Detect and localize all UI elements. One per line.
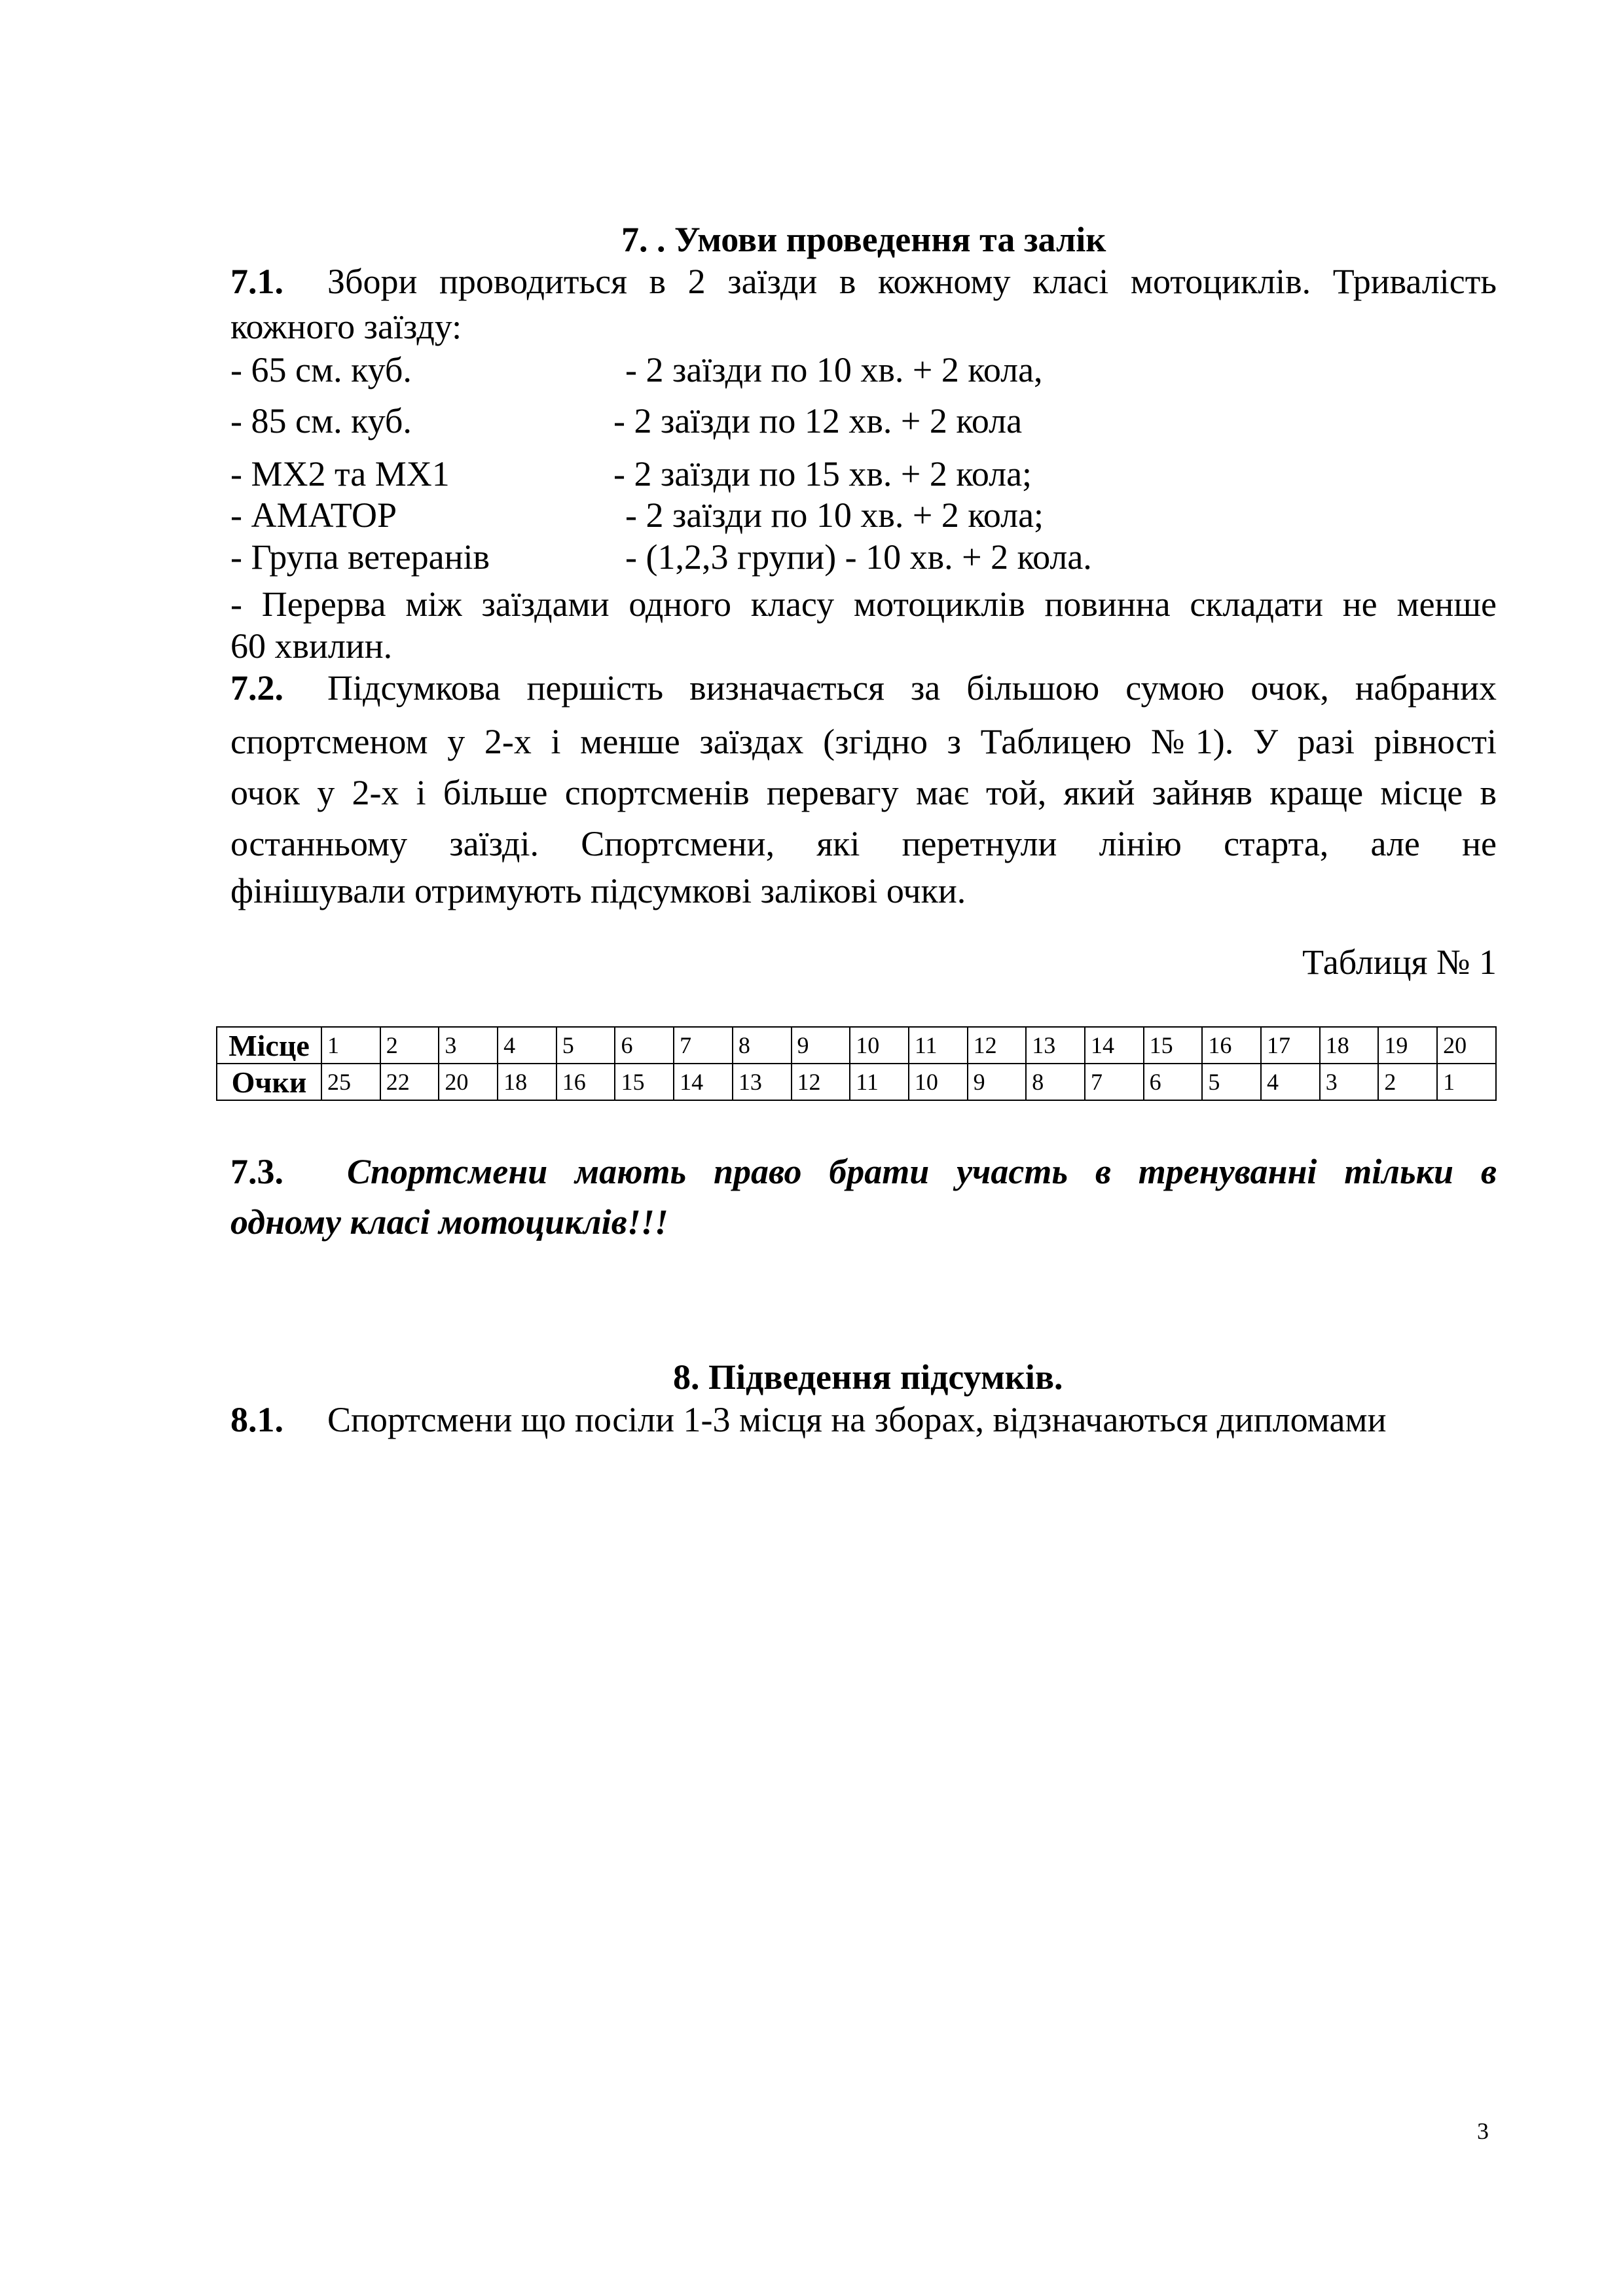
class-name: - 85 см. куб. [230,401,412,440]
points-row-header: Очки [217,1064,321,1100]
table-cell: 15 [615,1064,674,1100]
table-cell: 9 [968,1064,1027,1100]
table-cell: 9 [792,1027,850,1064]
table-caption: Таблиця № 1 [1302,942,1497,982]
table-cell: 2 [380,1027,439,1064]
table-cell: 3 [1320,1064,1379,1100]
table-cell: 17 [1261,1027,1320,1064]
clause-7-2-line-2: спортсменом у 2-х і менше заїздах (згідно з Таблицею №1). У разі рівності [230,722,1497,761]
table-cell: 14 [674,1064,733,1100]
class-name: - MX2 та MX1 [230,454,450,493]
table-cell: 12 [968,1027,1027,1064]
break-rule-line-1: - Перерва між заїздами одного класу мотоциклів повинна складати не менше [230,584,1497,624]
class-name: - Група ветеранів [230,537,490,577]
table-cell: 25 [321,1064,380,1100]
points-table [216,1026,1497,1101]
page-number: 3 [1477,2118,1489,2144]
table-row-places [217,1027,1496,1064]
table-cell: 16 [556,1064,615,1100]
clause-7-1-line-1: Збори проводиться в 2 заїзди в кожному класі мотоциклів. Тривалість [327,262,1497,301]
table-cell: 20 [1437,1027,1496,1064]
table-cell: 1 [1437,1064,1496,1100]
table-cell: 18 [1320,1027,1379,1064]
table-cell: 6 [615,1027,674,1064]
clause-7-3-line-2: одному класі мотоциклів!!! [230,1202,668,1242]
table-cell: 19 [1378,1027,1437,1064]
class-schedule: - 2 заїзди по 10 хв. + 2 кола; [625,495,1044,535]
table-cell: 11 [909,1027,968,1064]
table-cell: 3 [439,1027,498,1064]
clause-7-2-line-5: фінішували отримують підсумкові залікові очки. [230,871,966,910]
table-cell: 8 [1026,1064,1085,1100]
table-cell: 5 [1202,1064,1261,1100]
table-cell: 2 [1378,1064,1437,1100]
table-cell: 4 [498,1027,556,1064]
table-cell: 5 [556,1027,615,1064]
table-cell: 12 [792,1064,850,1100]
table-cell: 13 [1026,1027,1085,1064]
break-rule-line-2: 60 хвилин. [230,626,393,666]
class-name: - 65 см. куб. [230,350,412,389]
clause-7-3-line-1: Спортсмени мають право брати участь в тренуванні тільки в [347,1152,1497,1191]
table-cell: 15 [1144,1027,1203,1064]
clause-7-1-number: 7.1. [230,262,283,301]
class-schedule: - 2 заїзди по 10 хв. + 2 кола, [625,350,1043,389]
table-cell: 14 [1085,1027,1144,1064]
table-row-points [217,1064,1496,1100]
place-row-header: Місце [217,1027,321,1064]
table-cell: 4 [1261,1064,1320,1100]
table-cell: 18 [498,1064,556,1100]
clause-7-2-line-1: Підсумкова першість визначається за більшою сумою очок, набраних [327,668,1497,708]
table-cell: 7 [674,1027,733,1064]
table-cell: 13 [733,1064,792,1100]
clause-7-2-number: 7.2. [230,668,283,708]
table-cell: 11 [850,1064,909,1100]
table-cell: 10 [909,1064,968,1100]
table-cell: 8 [733,1027,792,1064]
class-name: - АМАТОР [230,495,397,535]
class-schedule: - 2 заїзди по 15 хв. + 2 кола; [613,454,1032,493]
class-schedule: - 2 заїзди по 12 хв. + 2 кола [613,401,1023,440]
section-7-title: 7. . Умови проведення та залік [621,220,1106,259]
clause-7-3-number: 7.3. [230,1152,283,1191]
class-schedule: - (1,2,3 групи) - 10 хв. + 2 кола. [625,537,1092,577]
table-cell: 22 [380,1064,439,1100]
clause-7-2-line-4: останньому заїзді. Спортсмени, які перетнули лінію старта, але не [230,824,1497,863]
table-cell: 1 [321,1027,380,1064]
section-8-title: 8. Підведення підсумків. [673,1357,1063,1397]
clause-8-1-number: 8.1. [230,1400,283,1439]
clause-7-1-line-2: кожного заїзду: [230,307,462,346]
table-cell: 7 [1085,1064,1144,1100]
table-cell: 20 [439,1064,498,1100]
table-cell: 16 [1202,1027,1261,1064]
clause-7-2-line-3: очок у 2-х і більше спортсменів перевагу має той, який зайняв краще місце в [230,773,1497,812]
clause-8-1-text: Спортсмени що посіли 1-3 місця на зборах, відзначаються дипломами [327,1400,1387,1439]
table-cell: 6 [1144,1064,1203,1100]
table-cell: 10 [850,1027,909,1064]
